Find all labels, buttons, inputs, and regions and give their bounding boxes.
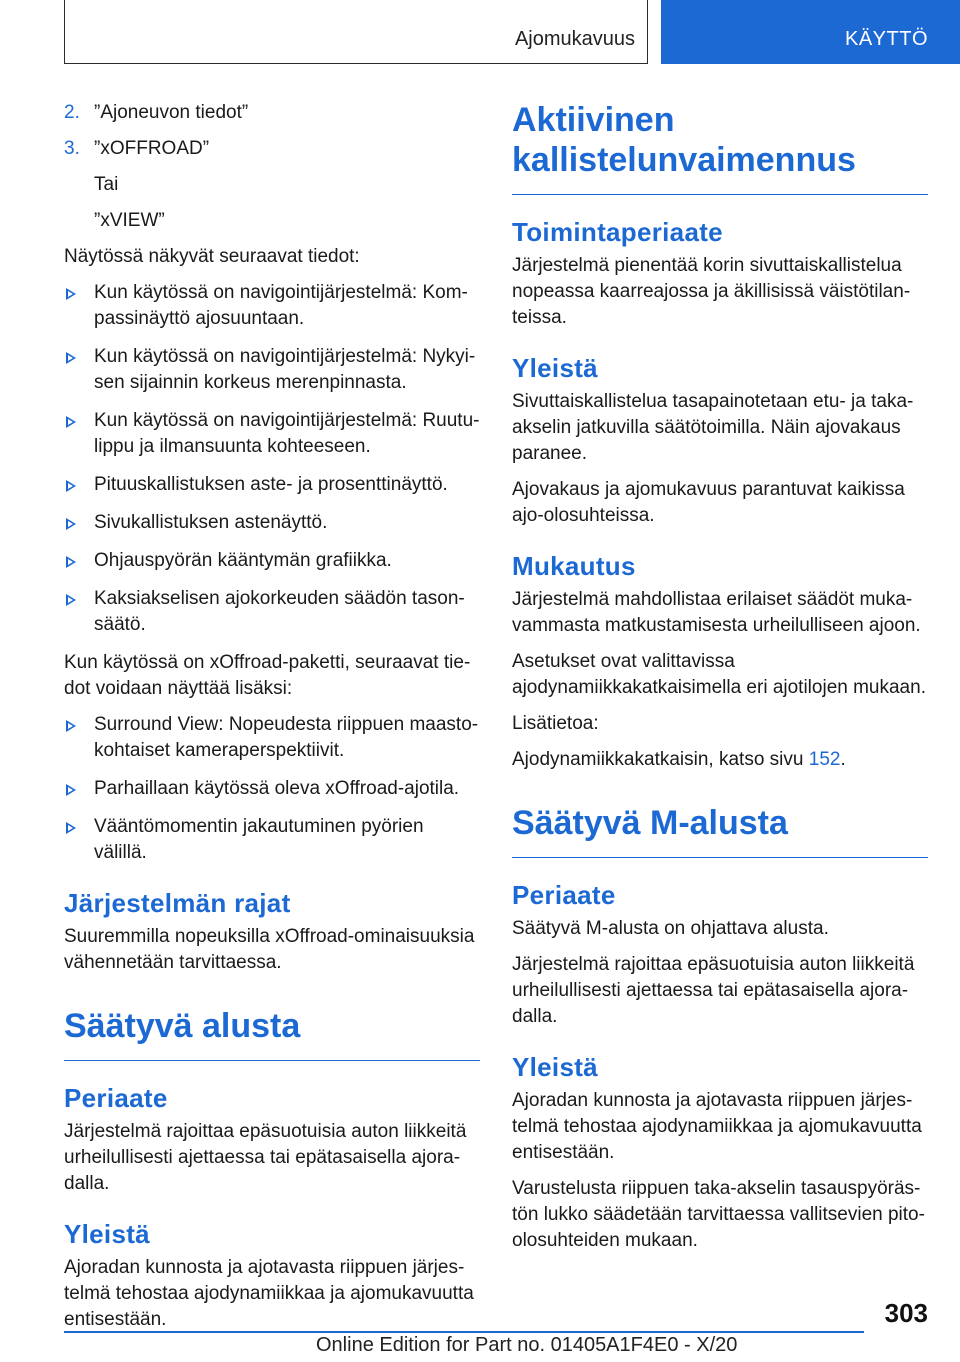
list-item: Ohjauspyörän kääntymän grafiikka. <box>64 548 480 574</box>
item-text: ”xOFFROAD” <box>94 138 210 159</box>
bullet-triangle-icon <box>66 480 76 492</box>
header-section-box <box>64 0 648 64</box>
general-heading: Yleistä <box>512 353 598 383</box>
cross-reference: Ajodynamiikkakatkaisin, katso sivu 152. <box>512 749 846 770</box>
general-text-1: Ajoradan kunnosta ja ajotavasta riippuen järjestelmä tehostaa ajodynamiikkaa ja ajomukavuutta entisestään. <box>512 1090 922 1163</box>
general-text-2: Ajovakaus ja ajomukavuus parantuvat kaikissa ajo-olosuhteissa. <box>512 479 905 526</box>
section-title-adaptive-m-suspension: Säätyvä M-alusta <box>512 803 928 858</box>
list-item: Kaksiakselisen ajokorkeuden säädön tasonsäätö. <box>64 586 480 638</box>
limits-heading: Järjestelmän rajat <box>64 888 291 918</box>
general-heading: Yleistä <box>64 1219 150 1249</box>
adaptation-text-2: Asetukset ovat valittavissa ajodynamiikkakatkaisimella eri ajotilojen mukaan. <box>512 651 926 698</box>
xoffroad-info-list <box>64 712 480 866</box>
header-chapter-title: KÄYTTÖ <box>844 28 928 50</box>
page-reference-link[interactable]: 152 <box>808 749 841 770</box>
principle-heading: Periaate <box>512 880 616 910</box>
bullet-triangle-icon <box>66 822 76 834</box>
bullet-triangle-icon <box>66 784 76 796</box>
list-item: Parhaillaan käytössä oleva xOffroad-ajotila. <box>64 776 480 802</box>
footer-divider <box>64 1331 864 1333</box>
numbered-item <box>64 136 480 162</box>
principle-heading: Periaate <box>64 1083 168 1113</box>
bullet-triangle-icon <box>66 416 76 428</box>
function-heading: Toimintaperiaate <box>512 217 723 247</box>
bullet-triangle-icon <box>66 720 76 732</box>
bullet-triangle-icon <box>66 518 76 530</box>
section-title-adaptive-suspension: Säätyvä alusta <box>64 1006 480 1061</box>
numbered-item <box>64 100 480 126</box>
general-text-1: Sivuttaiskallistelua tasapainotetaan etu- ja takaakselin jatkuvilla säätötoimilla. Näin ajovakaus paranee. <box>512 391 914 464</box>
principle-text-1: Säätyvä M-alusta on ohjattava alusta. <box>512 918 829 939</box>
bullet-triangle-icon <box>66 556 76 568</box>
section-title-active-roll-stabilization: Aktiivinen kallistelunvaimennus <box>512 100 928 195</box>
right-column <box>512 100 928 1264</box>
xoffroad-intro: Kun käytössä on xOffroad-paketti, seuraavat tiedot voidaan näyttää lisäksi: <box>64 652 471 699</box>
list-item: Kun käytössä on navigointijärjestelmä: Ruutulippu ja ilmansuunta kohteeseen. <box>64 408 480 460</box>
more-info-label: Lisätietoa: <box>512 713 599 734</box>
footer-edition-text: Online Edition for Part no. 01405A1F4E0 - X/20 <box>316 1334 738 1356</box>
display-intro: Näytössä näkyvät seuraavat tiedot: <box>64 246 360 267</box>
adaptation-text-1: Järjestelmä mahdollistaa erilaiset säädöt mukavammasta matkustamisesta urheilulliseen ajoon. <box>512 589 921 636</box>
general-text: Ajoradan kunnosta ja ajotavasta riippuen järjestelmä tehostaa ajodynamiikkaa ja ajomukavuutta entisestään. <box>64 1257 474 1330</box>
list-item: Vääntömomentin jakautuminen pyörien välillä. <box>64 814 480 866</box>
or-word: Tai <box>94 174 119 195</box>
bullet-triangle-icon <box>66 288 76 300</box>
bullet-triangle-icon <box>66 352 76 364</box>
general-heading: Yleistä <box>512 1052 598 1082</box>
principle-text: Järjestelmä rajoittaa epäsuotuisia auton liikkeitä urheilullisesti ajettaessa tai epätasaisella ajoradalla. <box>64 1121 467 1194</box>
xview-item: ”xVIEW” <box>94 210 165 231</box>
item-number: 3. <box>64 138 80 159</box>
function-text: Järjestelmä pienentää korin sivuttaiskallistelua nopeassa kaarreajossa ja äkillisissä väistötilanteissa. <box>512 255 911 328</box>
list-item: Kun käytössä on navigointijärjestelmä: Kompassinäyttö ajosuuntaan. <box>64 280 480 332</box>
header-chapter-tab <box>661 0 960 64</box>
page-number: 303 <box>884 1298 928 1328</box>
adaptation-heading: Mukautus <box>512 551 636 581</box>
left-column <box>64 100 480 1343</box>
limits-text: Suuremmilla nopeuksilla xOffroad-ominaisuuksia vähennetään tarvittaessa. <box>64 926 475 973</box>
list-item: Sivukallistuksen astenäyttö. <box>64 510 480 536</box>
principle-text-2: Järjestelmä rajoittaa epäsuotuisia auton liikkeitä urheilullisesti ajettaessa tai epätasaisella ajoradalla. <box>512 954 915 1027</box>
list-item: Pituuskallistuksen aste- ja prosenttinäyttö. <box>64 472 480 498</box>
bullet-triangle-icon <box>66 594 76 606</box>
item-number: 2. <box>64 102 80 123</box>
item-text: ”Ajoneuvon tiedot” <box>94 102 249 123</box>
header-section-title: Ajomukavuus <box>514 28 635 50</box>
general-text-2: Varustelusta riippuen taka-akselin tasauspyörästön lukko säädetään tarvittaessa vallitsevien pitoolosuhteiden mukaan. <box>512 1178 925 1251</box>
display-info-list <box>64 280 480 638</box>
list-item: Kun käytössä on navigointijärjestelmä: Nykyisen sijainnin korkeus merenpinnasta. <box>64 344 480 396</box>
list-item: Surround View: Nopeudesta riippuen maastokohtaiset kameraperspektiivit. <box>64 712 480 764</box>
